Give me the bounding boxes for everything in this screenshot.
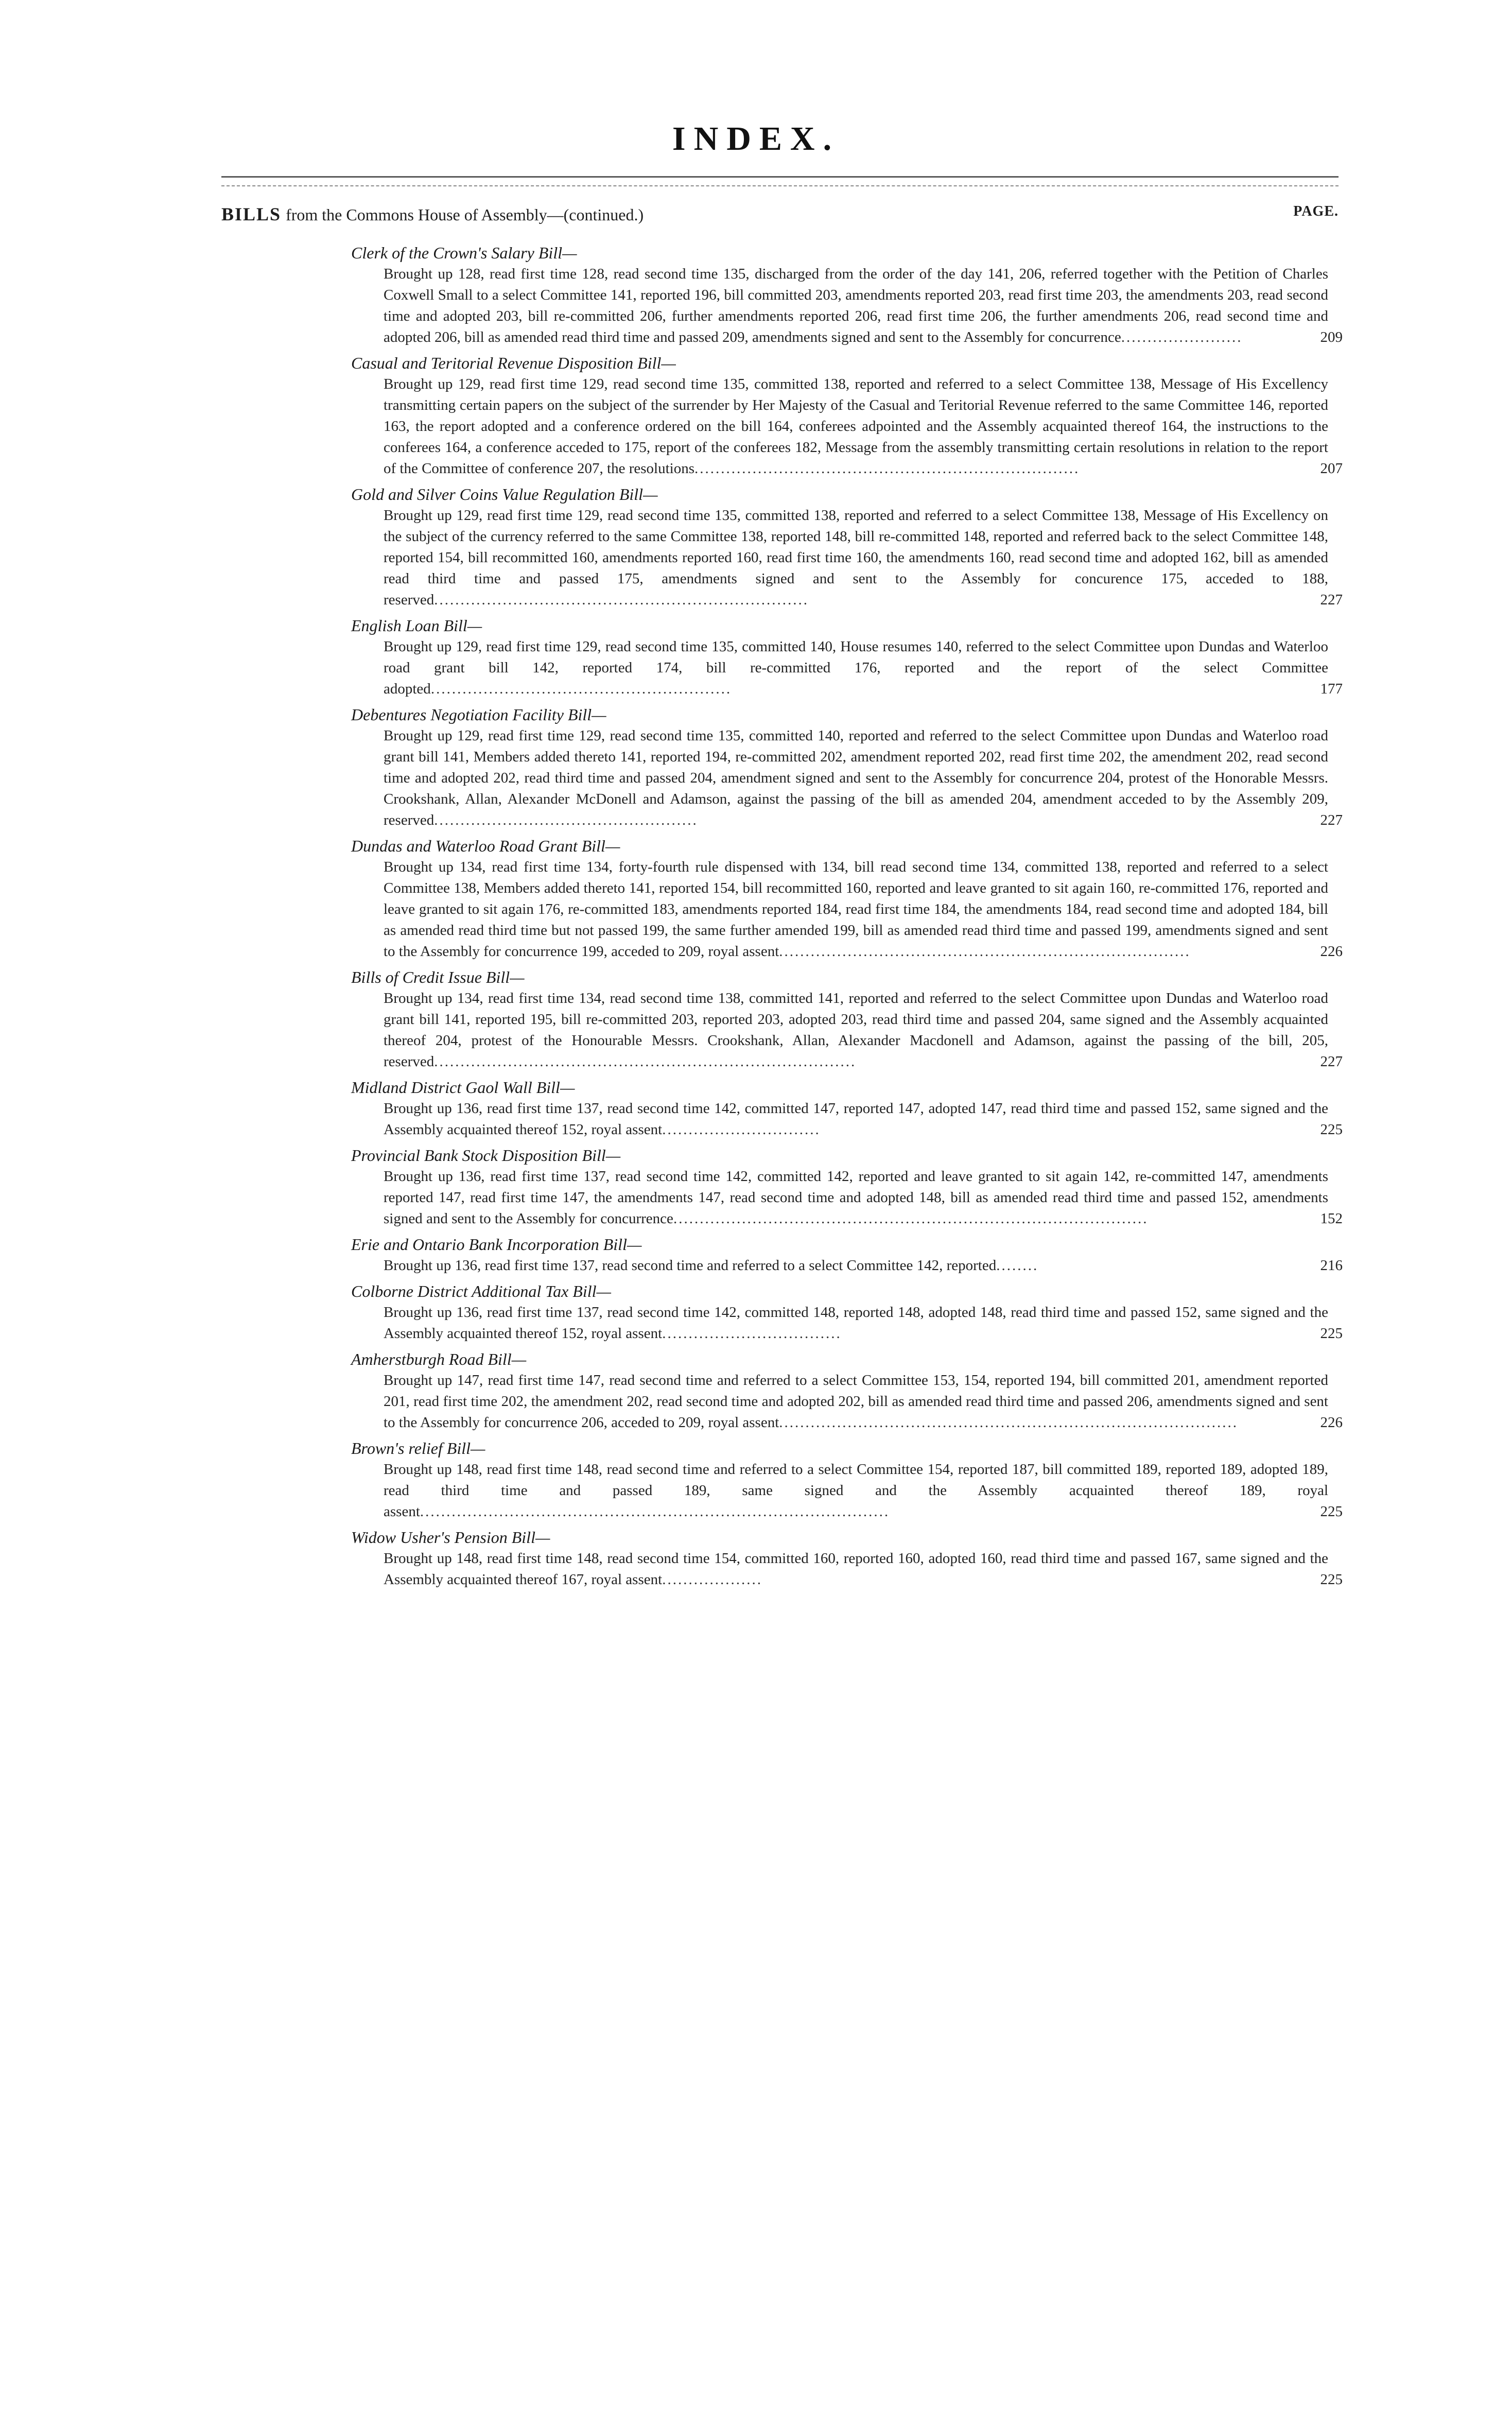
entry-page-number: 226 — [1320, 1414, 1343, 1431]
entry-title: Colborne District Additional Tax Bill— — [351, 1282, 611, 1300]
dot-leader: .................................. — [662, 1325, 842, 1342]
entry-page-number: 225 — [1320, 1121, 1343, 1138]
dot-leader: ....................... — [1121, 329, 1243, 345]
page-column-label: PAGE. — [1293, 203, 1339, 219]
entry-body — [384, 1459, 1343, 1522]
entry-page-number: 227 — [1320, 1053, 1343, 1070]
index-entry — [0, 615, 1512, 700]
entry-body — [384, 1166, 1343, 1229]
dot-leader: ......................................................... — [430, 681, 732, 697]
dot-leader: ....................................................................... — [434, 592, 809, 608]
entry-text: Brought up 136, read first time 137, read second time and referred to a select Committee 142, reported — [384, 1257, 997, 1274]
entry-text: Brought up 148, read first time 148, read second time 154, committed 160, reported 160, adopted 160, read third time and passed 167, same signed and the Assembly acquainted thereof 167, royal assent — [384, 1550, 1328, 1588]
index-entry — [0, 1348, 1512, 1433]
index-entry — [0, 1437, 1512, 1522]
entry-page-number: 226 — [1320, 943, 1343, 960]
entry-text: Brought up 136, read first time 137, read second time 142, committed 148, reported 148, adopted 148, read third time and passed 152, same signed and the Assembly acquainted thereof 152, royal assent — [384, 1304, 1328, 1342]
entry-body — [384, 264, 1343, 348]
entry-text: Brought up 136, read first time 137, read second time 142, committed 142, reported and leave granted to sit again 142, re-committed 147, amendments reported 147, read first time 147, the amendments 147, read second time and adopted 148, bill as amended read third time and passed 152, amendments signed and sent to the Assembly for concurrence — [384, 1168, 1328, 1227]
entry-body — [384, 636, 1343, 700]
entry-title: English Loan Bill— — [351, 616, 482, 635]
entry-text: Brought up 147, read first time 147, read second time and referred to a select Committee 153, 154, reported 194, bill committed 201, amendment reported 201, read first time 202, the amendment 202, read second time and adopted 202, bill as amended read third time and passed 206, amendments signed and sent to the Assembly for concurrence 206, acceded to 209, royal assent — [384, 1372, 1328, 1431]
entry-page-number: 177 — [1320, 681, 1343, 697]
entry-text: Brought up 148, read first time 148, read second time and referred to a select Committee 154, reported 187, bill committed 189, reported 189, adopted 189, read third time and passed 189, same signed and the Assembly acquainted thereof 189, royal assent — [384, 1461, 1328, 1520]
entry-text: Brought up 129, read first time 129, read second time 135, committed 138, reported and referred to a select Committee 138, Message of His Excellency on the subject of the currency referred to the same Committee 138, reported 148, bill re-committed 148, reported and referred back to the select Committee 148, reported 154, bill recommitted 160, amendments reported 160, read first time 160, the amendments 160, read second time and adopted 162, bill as amended read third time and passed 175, amendments signed and sent to the Assembly for concurence 175, acceded to 188, reserved — [384, 507, 1328, 608]
entry-title: Debentures Negotiation Facility Bill— — [351, 705, 606, 724]
entry-title: Clerk of the Crown's Salary Bill— — [351, 244, 577, 262]
page-title: INDEX. — [672, 120, 840, 158]
dot-leader: ................... — [662, 1571, 762, 1588]
index-entry — [0, 1234, 1512, 1276]
entry-body — [384, 1548, 1343, 1590]
entry-title: Bills of Credit Issue Bill— — [351, 968, 525, 986]
entry-text: Brought up 128, read first time 128, read second time 135, discharged from the order of the day 141, 206, referred together with the Petition of Charles Coxwell Small to a select Committee 141, reported 196, bill committed 203, amendments reported 203, read first time 203, the amendments 203, read second time and adopted 203, bill re-committed 206, further amendments reported 206, read first time 206, the further amendments 206, read second time and adopted 206, bill as amended read third time and passed 209, amendments signed and sent to the Assembly for concurrence — [384, 266, 1328, 345]
entry-text: Brought up 136, read first time 137, read second time 142, committed 147, reported 147, adopted 147, read third time and passed 152, same signed and the Assembly acquainted thereof 152, royal assent — [384, 1100, 1328, 1138]
entry-page-number: 216 — [1320, 1257, 1343, 1274]
entry-body — [384, 1302, 1343, 1344]
entry-text: Brought up 129, read first time 129, read second time 135, committed 140, reported and referred to the select Committee upon Dundas and Waterloo road grant bill 141, Members added thereto 141, reported 194, re-committed 202, amendment reported 202, read first time 202, the amendment 202, read second time and adopted 202, read third time and passed 204, amendment signed and sent to the Assembly for concurrence 204, protest of the Honorable Messrs. Crookshank, Allan, Alexander McDonell and Adamson, against the passing of the bill as amended 204, amendment acceded to by the Assembly 209, reserved — [384, 727, 1328, 828]
entry-body — [384, 1370, 1343, 1433]
title-rule — [221, 176, 1339, 178]
section-header — [221, 203, 1339, 229]
dot-leader: .............................. — [662, 1121, 821, 1138]
entry-page-number: 227 — [1320, 592, 1343, 608]
entry-body — [384, 857, 1343, 962]
index-entry — [0, 1526, 1512, 1590]
section-heading-bills: BILLS — [221, 204, 282, 224]
entry-page-number: 207 — [1320, 460, 1343, 477]
entry-body — [384, 1098, 1343, 1140]
entry-title: Dundas and Waterloo Road Grant Bill— — [351, 837, 620, 855]
dot-leader: .................................................. — [434, 812, 698, 828]
entry-title: Midland District Gaol Wall Bill— — [351, 1078, 575, 1097]
entry-body — [384, 725, 1343, 831]
index-entry — [0, 1280, 1512, 1344]
entry-body — [384, 505, 1343, 611]
title-rule-dashed — [221, 185, 1339, 186]
entry-body — [384, 374, 1343, 479]
entry-title: Provincial Bank Stock Disposition Bill— — [351, 1146, 621, 1165]
entry-text: Brought up 129, read first time 129, read second time 135, committed 138, reported and referred to a select Committee 138, Message of His Excellency transmitting certain papers on the subject of the surrender by Her Majesty of the Casual and Teritorial Revenue referred to the same Committee 146, reported 163, the report adopted and a conference ordered on the bill 164, conferees adpointed and the Assembly acquainted thereof 164, the instructions to the conferees 164, a conference acceded to 175, report of the conferees 182, Message from the assembly transmitting certain resolutions in relation to the report of the Committee of conference 207, the resolutions — [384, 376, 1328, 477]
index-entry — [0, 242, 1512, 348]
entry-title: Amherstburgh Road Bill— — [351, 1350, 527, 1368]
entry-title: Brown's relief Bill— — [351, 1439, 485, 1457]
entry-page-number: 225 — [1320, 1571, 1343, 1588]
entry-page-number: 225 — [1320, 1503, 1343, 1520]
entry-title: Casual and Teritorial Revenue Disposition Bill— — [351, 354, 676, 372]
entry-page-number: 152 — [1320, 1210, 1343, 1227]
dot-leader: ........ — [996, 1257, 1039, 1274]
entry-page-number: 209 — [1320, 329, 1343, 345]
index-entry — [0, 966, 1512, 1072]
entry-title: Widow Usher's Pension Bill— — [351, 1528, 550, 1547]
dot-leader: .......................................................................................... — [673, 1210, 1149, 1227]
dot-leader: .............................................................................. — [779, 943, 1191, 960]
entry-title: Erie and Ontario Bank Incorporation Bill— — [351, 1235, 642, 1254]
section-heading-subtitle: from the Commons House of Assembly—(continued.) — [286, 205, 644, 224]
entry-text: Brought up 134, read first time 134, read second time 138, committed 141, reported and referred to the select Committee upon Dundas and Waterloo road grant bill 141, reported 195, bill re-committed 203, reported 203, adopted 203, read third time and passed 204, same signed and the Assembly acquainted thereof 204, protest of the Honourable Messrs. Crookshank, Allan, Alexander Macdonell and Adamson, against the passing of the bill, 205, reserved — [384, 990, 1328, 1070]
entry-body — [384, 1255, 1343, 1276]
dot-leader: ....................................................................................... — [779, 1414, 1238, 1431]
index-entry — [0, 1144, 1512, 1229]
index-entry — [0, 352, 1512, 479]
entry-page-number: 225 — [1320, 1325, 1343, 1342]
index-entry — [0, 704, 1512, 831]
index-entry — [0, 483, 1512, 611]
entry-title: Gold and Silver Coins Value Regulation Bill— — [351, 485, 658, 504]
dot-leader: ......................................................................... — [694, 460, 1080, 477]
index-entries — [0, 242, 1512, 1594]
dot-leader: ......................................................................................... — [420, 1503, 890, 1520]
entry-page-number: 227 — [1320, 812, 1343, 828]
entry-body — [384, 988, 1343, 1072]
index-entry — [0, 1077, 1512, 1140]
index-entry — [0, 835, 1512, 962]
entry-text: Brought up 129, read first time 129, read second time 135, committed 140, House resumes 140, referred to the select Committee upon Dundas and Waterloo road grant bill 142, reported 174, bill re-committed 176, reported and the report of the select Committee adopted — [384, 638, 1328, 697]
entry-text: Brought up 134, read first time 134, forty-fourth rule dispensed with 134, bill read second time 134, committed 138, reported and referred to a select Committee 138, Members added thereto 141, reported 154, bill recommitted 160, reported and leave granted to sit again 160, re-committed 176, reported and leave granted to sit again 176, re-committed 183, amendments reported 184, read first time 184, the amendments 184, read second time and adopted 184, bill as amended read third time but not passed 199, the same further amended 199, bill as amended read third time and passed 199, amendments signed and sent to the Assembly for concurrence 199, acceded to 209, royal assent — [384, 859, 1328, 960]
dot-leader: ................................................................................ — [434, 1053, 857, 1070]
